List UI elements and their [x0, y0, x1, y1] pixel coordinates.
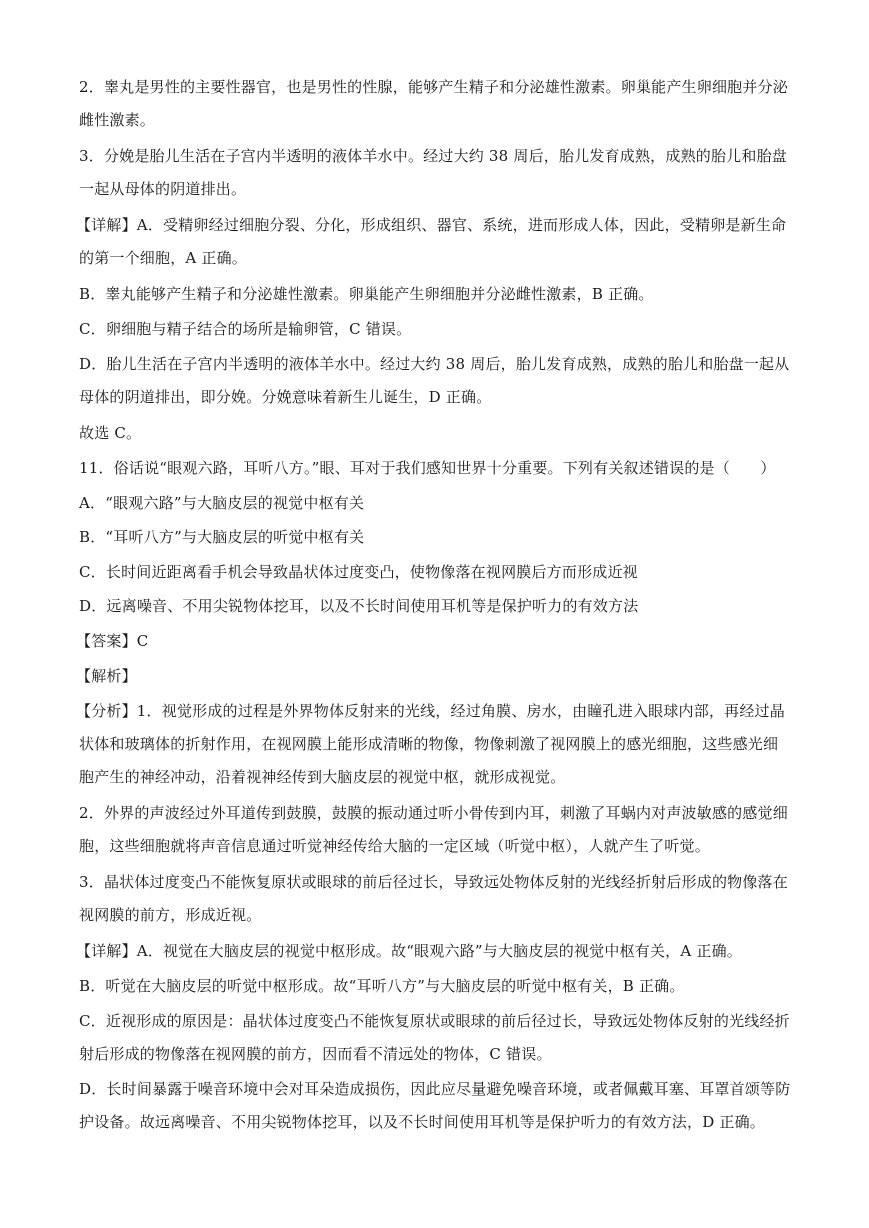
- text-line: 故选 C。: [79, 424, 142, 442]
- text-line: 【分析】1．视觉形成的过程是外界物体反射来的光线，经过角膜、房水，由瞳孔进入眼球内部，再经过晶: [76, 702, 785, 720]
- text-line: D．胎儿生活在子宫内半透明的液体羊水中。经过大约 38 周后，胎儿发育成熟，成熟的胎儿和胎盘一起从: [79, 355, 790, 373]
- text-line: 2．睾丸是男性的主要性器官，也是男性的性腺，能够产生精子和分泌雄性激素。卵巢能产生卵细胞并分泌: [79, 78, 788, 96]
- text-line: B．睾丸能够产生精子和分泌雄性激素。卵巢能产生卵细胞并分泌雌性激素，B 正确。: [79, 285, 654, 303]
- analysis-label: 【解析】: [76, 667, 137, 685]
- option-c: C．长时间近距离看手机会导致晶状体过度变凸，使物像落在视网膜后方而形成近视: [79, 563, 638, 581]
- option-a: A．“眼观六路”与大脑皮层的视觉中枢有关: [79, 494, 365, 512]
- text-line: B．听觉在大脑皮层的听觉中枢形成。故“耳听八方”与大脑皮层的听觉中枢有关，B 正确。: [79, 977, 685, 995]
- text-line: C．卵细胞与精子结合的场所是输卵管，C 错误。: [79, 320, 412, 338]
- text-line: 一起从母体的阴道排出。: [79, 180, 247, 198]
- text-line: C．近视形成的原因是：晶状体过度变凸不能恢复原状或眼球的前后径过长，导致远处物体反射的光线经折: [79, 1012, 790, 1030]
- option-b: B．“耳听八方”与大脑皮层的听觉中枢有关: [79, 528, 365, 546]
- text-line: 胞产生的神经冲动，沿着视神经传到大脑皮层的视觉中枢，就形成视觉。: [79, 768, 566, 786]
- text-line: D．长时间暴露于噪音环境中会对耳朵造成损伤，因此应尽量避免噪音环境，或者佩戴耳塞、耳罩首颂等防: [79, 1080, 791, 1098]
- question-stem: 11．俗话说“眼观六路，耳听八方。”眼、耳对于我们感知世界十分重要。下列有关叙述错误的是（ ）: [79, 459, 776, 477]
- text-line: 射后形成的物像落在视网膜的前方，因而看不清远处的物体，C 错误。: [79, 1045, 552, 1063]
- text-line: 3．分娩是胎儿生活在子宫内半透明的液体羊水中。经过大约 38 周后，胎儿发育成熟，成熟的胎儿和胎盘: [79, 147, 787, 165]
- text-line: 【详解】A．视觉在大脑皮层的视觉中枢形成。故“眼观六路”与大脑皮层的视觉中枢有关，A 正确。: [76, 942, 742, 960]
- option-d: D．远离噪音、不用尖锐物体挖耳，以及不长时间使用耳机等是保护听力的有效方法: [79, 597, 639, 615]
- text-line: 3．晶状体过度变凸不能恢复原状或眼球的前后径过长，导致远处物体反射的光线经折射后形成的物像落在: [79, 873, 788, 891]
- text-line: 母体的阴道排出，即分娩。分娩意味着新生儿诞生，D 正确。: [79, 388, 492, 406]
- text-line: 护设备。故远离噪音、不用尖锐物体挖耳，以及不长时间使用耳机等是保护听力的有效方法，D 正确。: [79, 1113, 765, 1131]
- text-line: 胞，这些细胞就将声音信息通过听觉神经传给大脑的一定区域（听觉中枢），人就产生了听觉。: [79, 837, 710, 855]
- text-line: 视网膜的前方，形成近视。: [79, 906, 262, 924]
- text-line: 雌性激素。: [79, 111, 156, 129]
- text-line: 【详解】A．受精卵经过细胞分裂、分化，形成组织、器官、系统，进而形成人体，因此，受精卵是新生命: [76, 216, 787, 234]
- text-line: 状体和玻璃体的折射作用，在视网膜上能形成清晰的物像，物像刺激了视网膜上的感光细胞，这些感光细: [79, 735, 779, 753]
- answer-label: 【答案】C: [76, 632, 149, 650]
- text-line: 的第一个细胞，A 正确。: [79, 249, 248, 267]
- text-line: 2．外界的声波经过外耳道传到鼓膜，鼓膜的振动通过听小骨传到内耳，刺激了耳蜗内对声波敏感的感觉细: [79, 804, 788, 822]
